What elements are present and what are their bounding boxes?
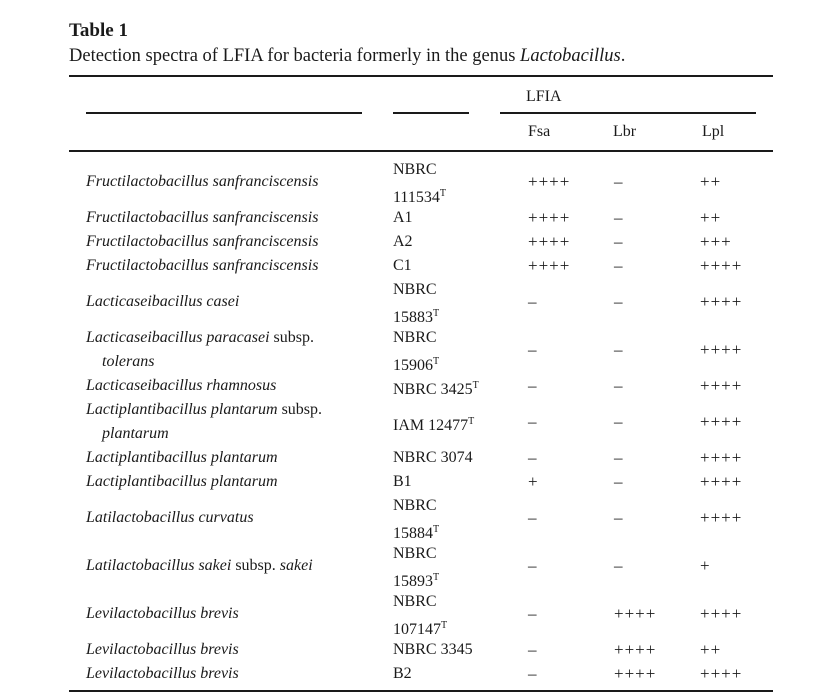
species-column-rule [86, 112, 362, 114]
species-name [86, 470, 278, 494]
caption-text: Detection spectra of LFIA for bacteria formerly in the genus [69, 46, 521, 66]
species-name-part: tolerans [102, 353, 155, 370]
lpl-value: ++++ [700, 412, 743, 431]
strain-id-text: A2 [393, 233, 413, 250]
species-name [86, 602, 239, 626]
strain-id-text: NBRC [393, 545, 437, 562]
header-rule [69, 150, 773, 152]
strain-id [393, 254, 412, 278]
strain-id-text: IAM 12477 [393, 417, 469, 434]
table-row [0, 158, 814, 206]
lbr-value: ++++ [614, 664, 657, 683]
strain-id [393, 326, 437, 350]
strain-id-text: NBRC 3074 [393, 449, 473, 466]
strain-id [393, 158, 437, 182]
top-rule [69, 75, 773, 77]
lpl-value: ++++ [700, 376, 743, 395]
strain-id [393, 494, 437, 518]
strain-id [393, 542, 437, 566]
strain-id [393, 446, 473, 470]
species-name-part: Latilactobacillus curvatus [86, 509, 254, 526]
fsa-value: ++++ [528, 208, 571, 227]
lfia-group-rule [500, 112, 756, 114]
fsa-value: – [528, 340, 538, 359]
strain-id-text: 15884 [393, 525, 433, 542]
lbr-value: – [614, 472, 624, 491]
fsa-value: ++++ [528, 256, 571, 275]
table-row [0, 230, 814, 254]
strain-id-text: NBRC 3425 [393, 381, 473, 398]
fsa-value: – [528, 640, 538, 659]
lpl-value: ++++ [700, 508, 743, 527]
species-name-part: Levilactobacillus brevis [86, 605, 239, 622]
species-name [86, 662, 239, 686]
table-row [0, 590, 814, 638]
bottom-rule [69, 690, 773, 692]
column-header-lpl: Lpl [702, 123, 725, 140]
table-row [0, 326, 814, 374]
strain-id [393, 278, 437, 302]
strain-id-text: A1 [393, 209, 413, 226]
column-header-lbr: Lbr [613, 123, 637, 140]
caption-period: . [620, 46, 626, 66]
strain-column-rule [393, 112, 469, 114]
species-name-part: Lacticaseibacillus casei [86, 293, 240, 310]
lpl-value: ++++ [700, 256, 743, 275]
fsa-value: – [528, 508, 538, 527]
strain-id [393, 590, 437, 614]
fsa-value: – [528, 448, 538, 467]
species-name-part: subsp. [269, 329, 314, 346]
species-name-part: Lactiplantibacillus plantarum [86, 449, 278, 466]
table-row [0, 446, 814, 470]
strain-id [393, 470, 412, 494]
species-name [86, 326, 314, 350]
species-name-continued [102, 350, 154, 374]
type-strain-mark: T [433, 524, 440, 535]
lbr-value: – [614, 172, 624, 191]
lpl-value: ++++ [700, 472, 743, 491]
species-name-part: sakei [279, 557, 313, 574]
table-row [0, 206, 814, 230]
lpl-value: ++++ [700, 292, 743, 311]
table-row [0, 638, 814, 662]
lpl-value: ++ [700, 208, 722, 227]
strain-id [393, 662, 412, 686]
lbr-value: – [614, 232, 624, 251]
column-header-fsa: Fsa [528, 123, 551, 140]
type-strain-mark: T [433, 308, 440, 319]
species-name-part: plantarum [102, 425, 169, 442]
fsa-value: – [528, 376, 538, 395]
lbr-value: ++++ [614, 604, 657, 623]
table-row [0, 278, 814, 326]
lpl-value: +++ [700, 232, 732, 251]
table-row [0, 542, 814, 590]
lpl-value: + [700, 556, 711, 575]
table-row [0, 494, 814, 542]
species-name-part: subsp. [231, 557, 280, 574]
lfia-group-header: LFIA [526, 88, 562, 105]
species-name [86, 170, 318, 194]
strain-id-text: 15883 [393, 309, 433, 326]
fsa-value: + [528, 472, 539, 491]
species-name [86, 374, 276, 398]
species-name-part: Lacticaseibacillus paracasei [86, 329, 270, 346]
strain-id-text: 15893 [393, 573, 433, 590]
type-strain-mark: T [433, 356, 440, 367]
lpl-value: ++++ [700, 664, 743, 683]
species-name-continued [102, 422, 169, 446]
strain-id-text: NBRC [393, 329, 437, 346]
species-name [86, 230, 318, 254]
species-name-part: Levilactobacillus brevis [86, 641, 239, 658]
lbr-value: – [614, 448, 624, 467]
lpl-value: ++++ [700, 604, 743, 623]
strain-id-text: NBRC [393, 281, 437, 298]
fsa-value: ++++ [528, 232, 571, 251]
species-name [86, 554, 313, 578]
fsa-value: – [528, 664, 538, 683]
strain-id-text: C1 [393, 257, 412, 274]
strain-id-text: NBRC [393, 161, 437, 178]
lbr-value: – [614, 340, 624, 359]
strain-id-text: NBRC [393, 497, 437, 514]
table-row [0, 374, 814, 398]
lbr-value: – [614, 556, 624, 575]
strain-id-text: B2 [393, 665, 412, 682]
lbr-value: – [614, 412, 624, 431]
lbr-value: ++++ [614, 640, 657, 659]
type-strain-mark: T [472, 380, 479, 391]
strain-id [393, 206, 413, 230]
species-name [86, 446, 278, 470]
species-name-part: Fructilactobacillus sanfranciscensis [86, 233, 319, 250]
species-name [86, 290, 239, 314]
species-name [86, 254, 318, 278]
species-name-part: Lactiplantibacillus plantarum [86, 473, 278, 490]
lbr-value: – [614, 256, 624, 275]
fsa-value: – [528, 604, 538, 623]
strain-id-text: 111534 [393, 189, 440, 206]
table-label: Table 1 [69, 20, 128, 41]
type-strain-mark: T [433, 572, 440, 583]
fsa-value: – [528, 556, 538, 575]
lpl-value: ++++ [700, 340, 743, 359]
lbr-value: – [614, 508, 624, 527]
strain-id-text: 107147 [393, 621, 441, 638]
fsa-value: – [528, 412, 538, 431]
species-name-part: Levilactobacillus brevis [86, 665, 239, 682]
species-name [86, 638, 239, 662]
species-name [86, 398, 322, 422]
fsa-value: ++++ [528, 172, 571, 191]
species-name-part: Lactiplantibacillus plantarum [86, 401, 278, 418]
type-strain-mark: T [441, 620, 448, 631]
strain-id-text: NBRC [393, 593, 437, 610]
strain-id-text: 15906 [393, 357, 433, 374]
strain-id-text: B1 [393, 473, 412, 490]
strain-id [393, 410, 474, 438]
type-strain-mark: T [468, 416, 475, 427]
caption-genus: Lactobacillus [520, 46, 621, 66]
table-row [0, 662, 814, 686]
species-name-part: subsp. [277, 401, 323, 418]
table-row [0, 470, 814, 494]
table-row [0, 254, 814, 278]
species-name-part: Fructilactobacillus sanfranciscensis [86, 209, 319, 226]
species-name [86, 206, 318, 230]
lpl-value: ++ [700, 172, 722, 191]
strain-id-text: NBRC 3345 [393, 641, 473, 658]
strain-id [393, 638, 473, 662]
strain-id [393, 230, 413, 254]
lpl-value: ++ [700, 640, 722, 659]
lpl-value: ++++ [700, 448, 743, 467]
species-name-part: Fructilactobacillus sanfranciscensis [86, 257, 319, 274]
species-name-part: Latilactobacillus sakei [86, 557, 232, 574]
table-caption [69, 46, 625, 67]
species-name-part: Lacticaseibacillus rhamnosus [86, 377, 277, 394]
fsa-value: – [528, 292, 538, 311]
table-row [0, 398, 814, 446]
species-name-part: Fructilactobacillus sanfranciscensis [86, 173, 319, 190]
type-strain-mark: T [439, 188, 446, 199]
lbr-value: – [614, 208, 624, 227]
species-name [86, 506, 254, 530]
lbr-value: – [614, 376, 624, 395]
lbr-value: – [614, 292, 624, 311]
